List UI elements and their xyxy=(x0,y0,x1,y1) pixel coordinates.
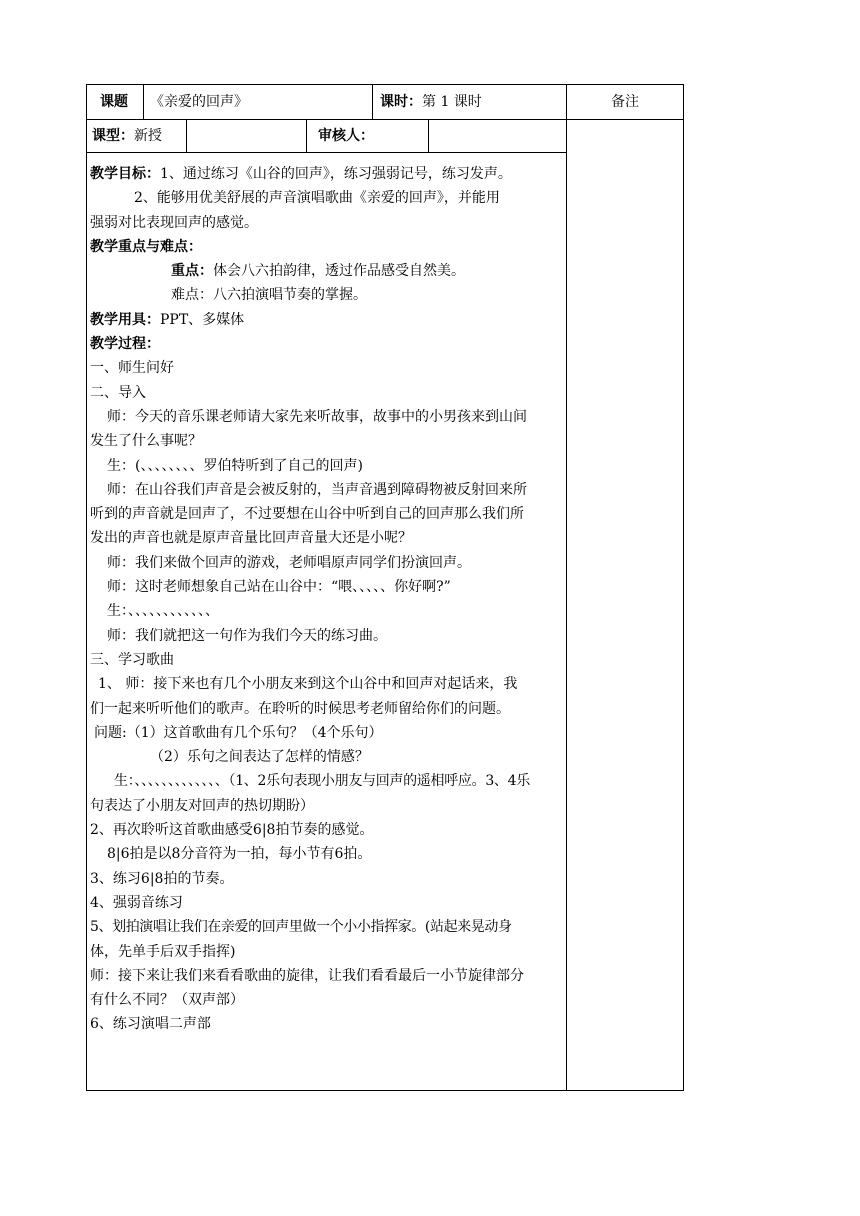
tools-label: 教学用具： xyxy=(90,311,160,328)
process-line-1: 一、师生问好 xyxy=(90,360,174,377)
process-line-13: 三、学习歌曲 xyxy=(90,651,174,668)
topic-value: 《亲爱的回声》 xyxy=(150,94,248,110)
process-line-3: 师：今天的音乐课老师请大家先来听故事，故事中的小男孩来到山间 xyxy=(107,408,527,425)
key-point-label: 重点： xyxy=(171,263,213,280)
lesson-body xyxy=(90,162,562,1037)
process-line-22: 3、练习6|8拍的节奏。 xyxy=(90,870,234,887)
row1-divider-2 xyxy=(372,84,373,119)
goal-2a: 2、能够用优美舒展的声音演唱歌曲《亲爱的回声》，并能用 xyxy=(134,190,500,207)
process-line-12: 师：我们就把这一句作为我们今天的练习曲。 xyxy=(107,627,387,644)
period-cell xyxy=(380,93,482,111)
key-point-line xyxy=(90,259,562,283)
tools-line xyxy=(90,308,562,332)
process-label: 教学过程： xyxy=(90,336,160,353)
table-top-border xyxy=(86,84,684,85)
table-notes-left-border xyxy=(566,84,567,1091)
row2-divider-2 xyxy=(306,119,307,152)
process-line-8: 发出的声音也就是原声音量比回声音量大还是小呢？ xyxy=(90,530,412,547)
process-line-14: 1、 师：接下来也有几个小朋友来到这个山谷中和回声对起话来，我 xyxy=(98,676,518,693)
period-value: 第 1 课时 xyxy=(422,94,482,110)
table-right-border xyxy=(683,84,684,1091)
topic-label: 课题 xyxy=(100,94,128,110)
process-line-15: 们一起来听听他们的歌声。在聆听的时候思考老师留给你们的问题。 xyxy=(90,700,510,717)
goal-2b: 强弱对比表现回声的感觉。 xyxy=(90,214,258,231)
reviewer-label: 审核人： xyxy=(318,128,374,144)
table-row1-bottom-border xyxy=(86,119,684,120)
key-label: 教学重点与难点： xyxy=(90,238,202,255)
process-line-4: 发生了什么事呢？ xyxy=(90,433,202,450)
period-label: 课时： xyxy=(380,94,422,110)
process-line-23: 4、强弱音练习 xyxy=(90,894,183,911)
process-line-5: 生：(、、、、、、、、罗伯特听到了自己的回声) xyxy=(107,457,363,474)
process-line-27: 有什么不同？（双声部） xyxy=(90,992,244,1009)
goal-1: 1、通过练习《山谷的回声》，练习强弱记号，练习发声。 xyxy=(160,166,512,182)
process-line-28: 6、练习演唱二声部 xyxy=(90,1016,211,1033)
process-line-24: 5、划拍演唱让我们在亲爱的回声里做一个小小指挥家。(站起来晃动身 xyxy=(90,919,512,936)
type-value: 新授 xyxy=(134,128,162,144)
process-line-19: 句表达了小朋友对回声的热切期盼） xyxy=(90,797,314,814)
process-line-18: 生：、、、、、、、、、、、、、（1、2乐句表现小朋友与回声的遥相呼应。3、4乐 xyxy=(114,773,530,790)
process-line-25: 体，先单手后双手指挥) xyxy=(90,943,236,960)
process-line-11: 生：、、、、、、、、、、、、 xyxy=(107,603,219,620)
table-left-border xyxy=(86,84,87,1091)
process-line-10: 师：这时老师想象自己站在山谷中：“喂、、、、、你好啊?” xyxy=(107,579,451,596)
process-line-17: （2）乐句之间表达了怎样的情感？ xyxy=(150,749,369,766)
row2-divider-1 xyxy=(186,119,187,152)
goals-label: 教学目标： xyxy=(90,166,160,182)
goals-line xyxy=(90,162,562,186)
table-row2-bottom-border xyxy=(86,152,567,153)
process-line-6: 师：在山谷我们声音是会被反射的，当声音遇到障碍物被反射回来所 xyxy=(107,481,527,498)
type-label: 课型： xyxy=(92,128,134,144)
type-cell xyxy=(92,127,162,145)
row1-divider-1 xyxy=(143,84,144,119)
key-point: 体会八六拍韵律，透过作品感受自然美。 xyxy=(213,263,465,280)
row2-divider-3 xyxy=(428,119,429,152)
process-line-16: 问题:（1）这首歌曲有几个乐句？（4个乐句） xyxy=(94,724,383,741)
process-line-9: 师：我们来做个回声的游戏，老师唱原声同学们扮演回声。 xyxy=(107,554,471,571)
tools: PPT、多媒体 xyxy=(160,311,245,328)
process-line-26: 师：接下来让我们来看看歌曲的旋律，让我们看看最后一小节旋律部分 xyxy=(90,967,524,984)
process-line-20: 2、再次聆听这首歌曲感受6|8拍节奏的感觉。 xyxy=(90,822,374,839)
difficulty: 难点：八六拍演唱节奏的掌握。 xyxy=(171,287,367,304)
process-line-21: 8|6拍是以8分音符为一拍，每小节有6拍。 xyxy=(107,846,372,863)
table-bottom-border xyxy=(86,1090,684,1091)
notes-label: 备注 xyxy=(611,94,639,110)
process-line-7: 听到的声音就是回声了，不过要想在山谷中听到自己的回声那么我们所 xyxy=(90,506,524,523)
process-line-2: 二、导入 xyxy=(90,384,146,401)
